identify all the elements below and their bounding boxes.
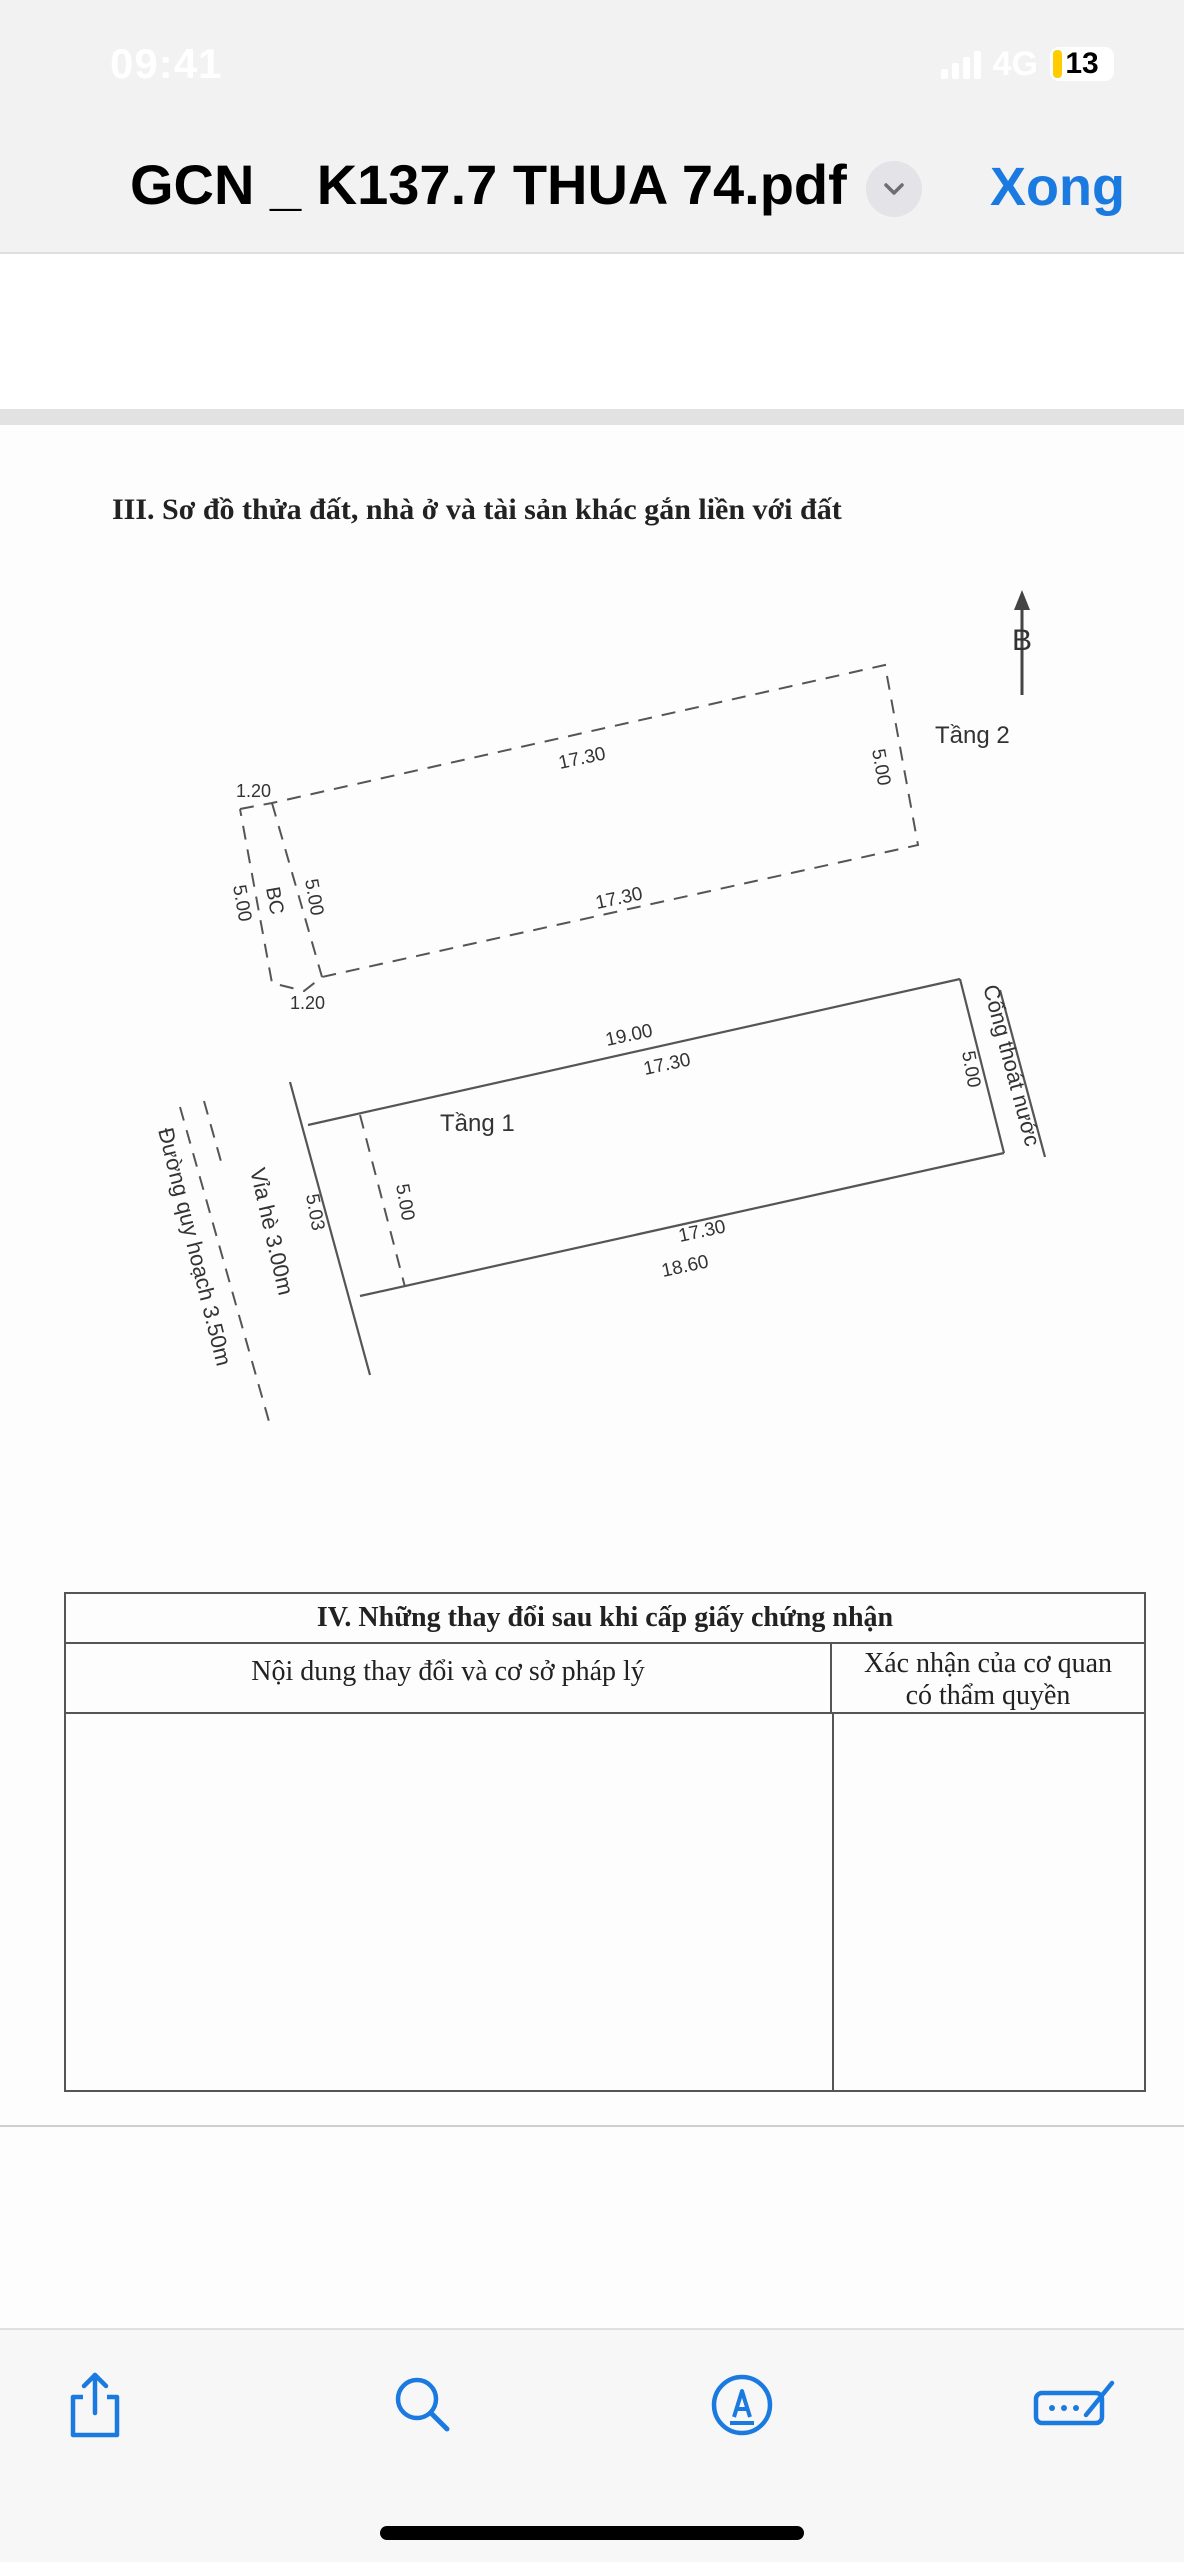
column-authority-line2: có thẩm quyền xyxy=(905,1680,1071,1711)
nav-bar xyxy=(0,130,1184,254)
battery-icon xyxy=(1050,47,1114,81)
markup-icon xyxy=(706,2369,778,2441)
share-button[interactable] xyxy=(50,2360,140,2450)
f2-left-outer-width: 5.00 xyxy=(228,883,256,924)
share-icon xyxy=(59,2369,131,2441)
f1-right-width: 5.00 xyxy=(957,1049,985,1090)
f2-balcony-label: BC xyxy=(261,885,288,917)
section4-heading: IV. Những thay đổi sau khi cấp giấy chứng nhận xyxy=(66,1594,1144,1644)
f1-top-outer: 19.00 xyxy=(603,1020,655,1051)
markup-button[interactable] xyxy=(697,2360,787,2450)
road-label: Đường quy hoạch 3.50m xyxy=(153,1125,237,1369)
f1-bottom-inner: 17.30 xyxy=(676,1216,728,1247)
floor1-outline xyxy=(290,979,1045,1375)
f1-top-inner: 17.30 xyxy=(641,1049,693,1080)
f2-balcony-top: 1.20 xyxy=(236,781,272,801)
f2-top-length: 17.30 xyxy=(556,743,608,774)
f2-bottom-length: 17.30 xyxy=(593,883,645,914)
pdf-viewer[interactable] xyxy=(0,254,1184,2328)
home-indicator[interactable] xyxy=(380,2526,804,2540)
sidewalk-label: Vỉa hè 3.00m xyxy=(245,1165,299,1298)
cellular-signal-icon xyxy=(941,49,981,79)
f2-left-inner-width: 5.00 xyxy=(300,877,328,918)
bottom-toolbar xyxy=(0,2328,1184,2562)
floor2-outline xyxy=(240,665,918,991)
page-separator xyxy=(0,409,1184,425)
status-bar xyxy=(0,0,1184,130)
status-time: 09:41 xyxy=(110,40,223,87)
page-bottom-edge xyxy=(0,2125,1184,2127)
search-button[interactable] xyxy=(378,2360,468,2450)
search-icon xyxy=(387,2369,459,2441)
column-authority-confirmation xyxy=(832,1642,1144,1714)
document-title[interactable]: GCN _ K137.7 THUA 74.pdf xyxy=(130,153,847,216)
status-indicators xyxy=(941,44,1114,84)
drain-label: Cống thoát nước xyxy=(978,981,1046,1149)
f1-inner-left-width: 5.00 xyxy=(391,1182,419,1223)
table-column-divider xyxy=(832,1714,834,2090)
changes-table xyxy=(64,1592,1146,2092)
network-type: 4G xyxy=(992,44,1038,83)
f2-right-width: 5.00 xyxy=(867,747,895,788)
pdf-page xyxy=(0,425,1184,2350)
column-changes-content: Nội dung thay đổi và cơ sở pháp lý xyxy=(66,1642,832,1714)
previous-page-bottom xyxy=(0,254,1184,409)
signature-button[interactable] xyxy=(1030,2360,1120,2450)
land-plot-diagram xyxy=(0,425,1184,1625)
floor1-label: Tầng 1 xyxy=(440,1110,515,1137)
battery-level: 13 xyxy=(1065,47,1099,80)
title-menu-button[interactable] xyxy=(866,161,922,217)
column-authority-line1: Xác nhận của cơ quan xyxy=(863,1648,1113,1679)
chevron-down-icon xyxy=(880,175,908,203)
f2-balcony-bottom: 1.20 xyxy=(290,993,326,1013)
section3-heading: III. Sơ đồ thửa đất, nhà ở và tài sản khác gắn liền với đất xyxy=(112,493,842,526)
floor2-label: Tầng 2 xyxy=(935,722,1010,749)
done-button[interactable]: Xong xyxy=(990,157,1125,217)
north-label: B xyxy=(1012,624,1033,657)
f1-bottom-outer: 18.60 xyxy=(659,1251,711,1282)
f1-outer-left-width: 5.03 xyxy=(301,1192,329,1233)
signature-icon xyxy=(1030,2369,1120,2441)
